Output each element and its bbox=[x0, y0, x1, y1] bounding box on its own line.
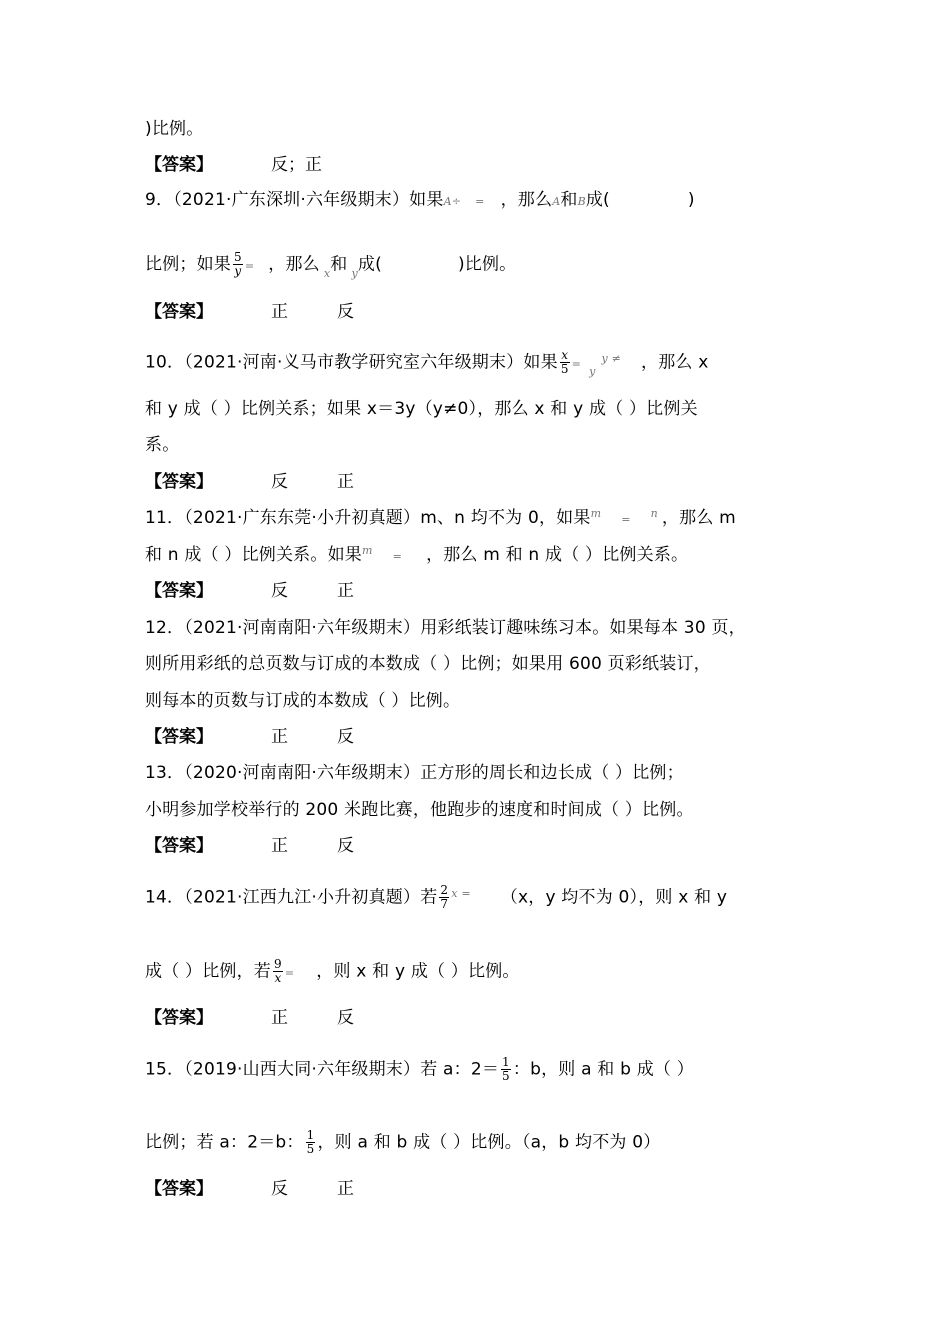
fraction: $\frac{x}{5}$ bbox=[560, 348, 569, 376]
question-text: ，那么 x bbox=[641, 352, 709, 373]
question-15-line-1 bbox=[145, 1056, 694, 1083]
question-12-line-2: 则所用彩纸的总页数与订成的本数成（ ）比例；如果用 600 页彩纸装订， bbox=[145, 654, 711, 674]
answer-value: 反 bbox=[271, 472, 288, 492]
math-var: y bbox=[589, 364, 596, 378]
math-var: A bbox=[552, 195, 561, 208]
math-eq: = bbox=[284, 966, 295, 980]
question-text: 15．（2019·山西大同·六年级期末）若 a：2＝ bbox=[145, 1059, 500, 1080]
math-op: ÷ bbox=[451, 195, 462, 208]
answer-value: 正 bbox=[271, 1008, 288, 1028]
answer-row bbox=[145, 154, 322, 176]
question-13-line-1: 13．（2020·河南南阳·六年级期末）正方形的周长和边长成（ ）比例； bbox=[145, 763, 684, 783]
question-10-line-3: 系。 bbox=[145, 435, 180, 455]
math-var: A bbox=[443, 195, 452, 208]
fraction: $\frac{1}{5}$ bbox=[502, 1055, 510, 1083]
question-14-line-1 bbox=[145, 884, 727, 911]
math-eq: = bbox=[475, 195, 485, 208]
question-text: ，则 a 和 b 成（ ）比例。（a，b 均不为 0） bbox=[317, 1132, 661, 1153]
answer-value: 反 bbox=[337, 1008, 354, 1028]
question-text: 比例；如果 bbox=[145, 254, 231, 275]
question-text: 11．（2021·广东东莞·小升初真题）m、n 均不为 0，如果 bbox=[145, 508, 591, 528]
answer-value: 正 bbox=[337, 1179, 354, 1199]
question-text: ，那么 m bbox=[661, 508, 736, 528]
answer-label: 【答案】 bbox=[145, 1179, 213, 1199]
question-text: 和 bbox=[560, 190, 578, 210]
math-var: m bbox=[590, 507, 602, 520]
math-var: B bbox=[577, 195, 586, 208]
answer-row bbox=[145, 580, 354, 602]
math-var: n bbox=[650, 507, 658, 520]
answer-value: 反；正 bbox=[271, 155, 322, 175]
question-text: )比例。 bbox=[457, 254, 517, 275]
question-14-line-2 bbox=[145, 958, 520, 985]
question-10-line-2: 和 y 成（ ）比例关系；如果 x＝3y（y≠0），那么 x 和 y 成（ ）比例关 bbox=[145, 399, 698, 419]
answer-label: 【答案】 bbox=[145, 836, 213, 856]
question-text: 成（ ）比例，若 bbox=[145, 961, 272, 982]
question-text: 10．（2021·河南·义马市教学研究室六年级期末）如果 bbox=[145, 352, 558, 373]
answer-value: 正 bbox=[271, 302, 288, 322]
answer-label: 【答案】 bbox=[145, 472, 213, 492]
answer-row bbox=[145, 471, 354, 493]
question-text: 成( bbox=[585, 190, 610, 210]
question-text: （x，y 均不为 0），则 x 和 y bbox=[500, 887, 728, 908]
previous-question-tail: )比例。 bbox=[145, 119, 204, 139]
math-var: x bbox=[323, 266, 331, 280]
answer-row bbox=[145, 1007, 354, 1029]
question-11-line-2 bbox=[145, 544, 688, 568]
math-eq: = bbox=[621, 513, 631, 526]
answer-value: 正 bbox=[337, 581, 354, 601]
math-expr: x = bbox=[451, 886, 471, 900]
answer-value: 反 bbox=[337, 836, 354, 856]
question-text: ) bbox=[687, 190, 695, 210]
answer-label: 【答案】 bbox=[145, 155, 213, 175]
question-9-line-1 bbox=[145, 189, 695, 213]
answer-value: 正 bbox=[271, 727, 288, 747]
question-9-line-2 bbox=[145, 251, 516, 278]
question-text: ，那么 bbox=[268, 254, 320, 275]
question-12-line-3: 则每本的页数与订成的本数成（ ）比例。 bbox=[145, 691, 461, 711]
fraction: $\frac{1}{5}$ bbox=[306, 1128, 315, 1156]
answer-label: 【答案】 bbox=[145, 581, 213, 601]
math-eq: = bbox=[392, 550, 403, 563]
question-12-line-1: 12．（2021·河南南阳·六年级期末）用彩纸装订趣味练习本。如果每本 30 页， bbox=[145, 618, 746, 638]
answer-row bbox=[145, 1178, 354, 1200]
question-text: ，那么 bbox=[500, 190, 553, 210]
question-15-line-2 bbox=[145, 1129, 660, 1156]
question-10-line-1 bbox=[145, 349, 709, 376]
math-var: y bbox=[351, 266, 358, 280]
math-eq: = bbox=[244, 259, 255, 273]
question-text: ：b，则 a 和 b 成（ ） bbox=[512, 1059, 694, 1080]
answer-value: 反 bbox=[271, 1179, 288, 1199]
question-text: 14．（2021·江西九江·小升初真题）若 bbox=[145, 887, 438, 908]
question-13-line-2: 小明参加学校举行的 200 米跑比赛，他跑步的速度和时间成（ ）比例。 bbox=[145, 800, 694, 820]
question-text: 和 n 成（ ）比例关系。如果 bbox=[145, 545, 362, 565]
math-condition: y ≠ bbox=[601, 351, 622, 365]
fraction: $\frac{9}{x}$ bbox=[274, 957, 282, 985]
question-text: 成( bbox=[357, 254, 382, 275]
answer-value: 正 bbox=[337, 472, 354, 492]
answer-label: 【答案】 bbox=[145, 727, 213, 747]
answer-row bbox=[145, 835, 354, 857]
answer-value: 反 bbox=[337, 302, 354, 322]
question-text: 和 bbox=[330, 254, 348, 275]
question-text: ，则 x 和 y 成（ ）比例。 bbox=[316, 961, 520, 982]
answer-label: 【答案】 bbox=[145, 1008, 213, 1028]
fraction: $\frac{5}{y}$ bbox=[234, 250, 242, 278]
answer-value: 反 bbox=[271, 581, 288, 601]
answer-label: 【答案】 bbox=[145, 302, 213, 322]
math-var: m bbox=[362, 544, 373, 557]
question-text: ，那么 m 和 n 成（ ）比例关系。 bbox=[426, 545, 689, 565]
answer-row bbox=[145, 301, 354, 323]
answer-value: 正 bbox=[271, 836, 288, 856]
question-text: 9．（2021·广东深圳·六年级期末）如果 bbox=[145, 190, 444, 210]
question-text: 比例；若 a：2＝b： bbox=[145, 1132, 304, 1153]
math-eq: = bbox=[571, 357, 582, 371]
question-11-line-1 bbox=[145, 507, 736, 531]
answer-value: 反 bbox=[337, 727, 354, 747]
answer-row bbox=[145, 726, 354, 748]
fraction: $\frac{2}{7}$ bbox=[440, 883, 449, 911]
